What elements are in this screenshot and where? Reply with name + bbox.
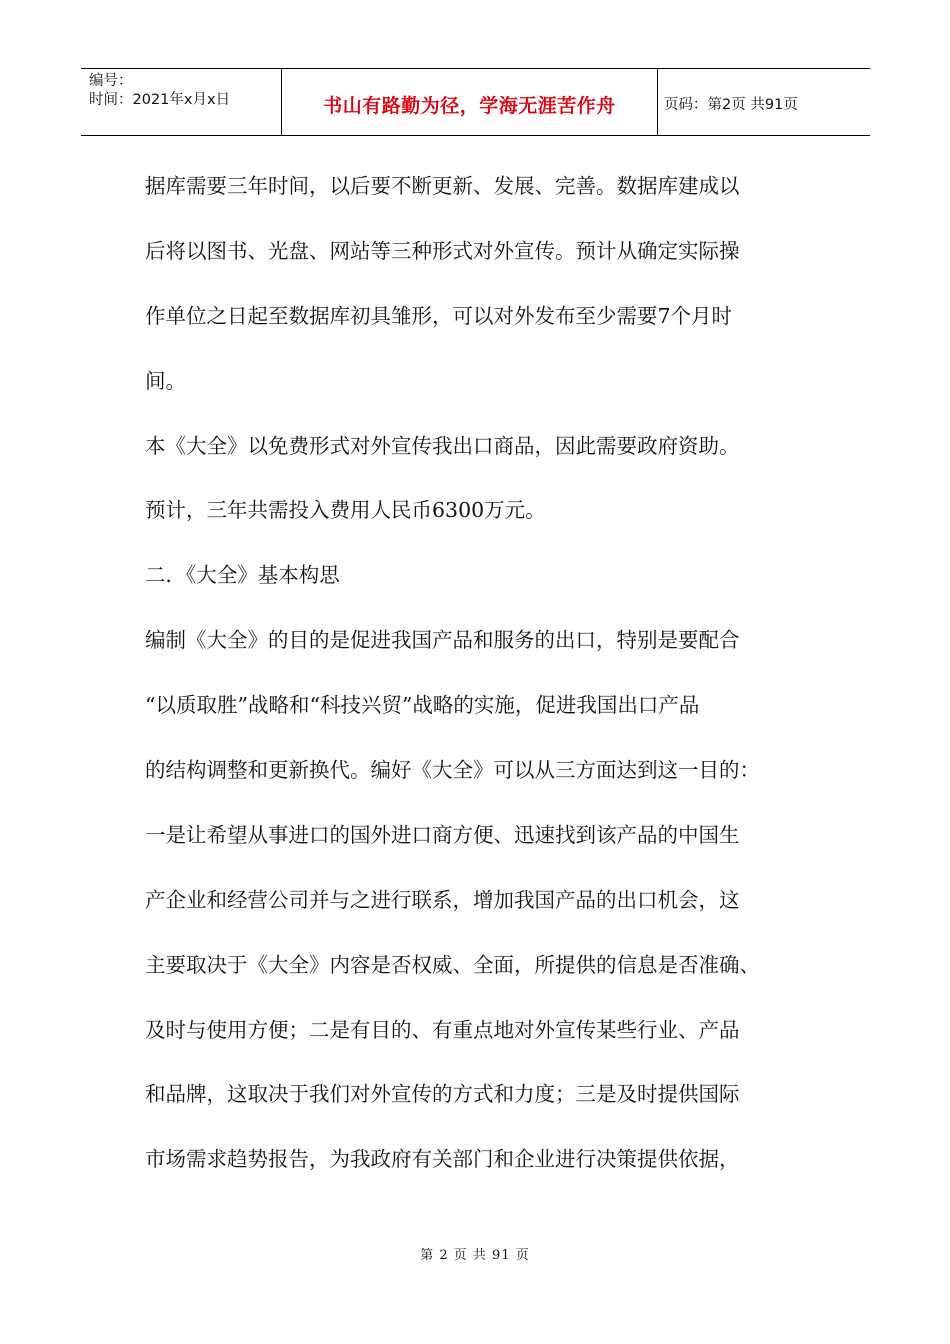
body-line: 产企业和经营公司并与之进行联系，增加我国产品的出口机会，这: [145, 887, 740, 912]
body-line: “以质取胜”战略和“科技兴贸”战略的实施，促进我国出口产品: [145, 693, 700, 718]
body-line: 预计，三年共需投入费用人民币6300万元。: [145, 498, 546, 523]
section-heading: 二．《大全》基本构思: [145, 563, 340, 588]
body-line: 一是让希望从事进口的国外进口商方便、迅速找到该产品的中国生: [145, 822, 740, 847]
body-line: 后将以图书、光盘、网站等三种形式对外宣传。预计从确定实际操: [145, 238, 740, 263]
body-line: 主要取决于《大全》内容是否权威、全面，所提供的信息是否准确、: [145, 952, 760, 977]
document-time-label: 时间：2021年x月x日: [89, 92, 231, 108]
body-line: 的结构调整和更新换代。编好《大全》可以从三方面达到这一目的：: [145, 758, 760, 783]
header-meta-cell: [81, 69, 282, 135]
body-line: 及时与使用方便；二是有目的、有重点地对外宣传某些行业、产品: [145, 1017, 740, 1042]
body-line: 间。: [145, 368, 186, 393]
header-motto-cell: [282, 69, 658, 135]
body-line: 和品牌，这取决于我们对外宣传的方式和力度；三是及时提供国际: [145, 1082, 740, 1107]
page-footer: 第 2 页 共 91 页: [420, 1248, 530, 1263]
body-line: 作单位之日起至数据库初具雏形，可以对外发布至少需要7个月时: [145, 303, 733, 328]
header-page-number: 页码：第2页 共91页: [664, 96, 798, 113]
document-body: [145, 158, 815, 1196]
document-number-label: 编号：: [89, 73, 133, 89]
body-line: 据库需要三年时间，以后要不断更新、发展、完善。数据库建成以: [145, 174, 740, 198]
body-line: 编制《大全》的目的是促进我国产品和服务的出口，特别是要配合: [145, 628, 740, 653]
header-page-cell: [658, 69, 870, 135]
body-line: 本《大全》以免费形式对外宣传我出口商品，因此需要政府资助。: [145, 433, 740, 458]
header-motto: 书山有路勤为径，学海无涯苦作舟: [323, 94, 616, 117]
page-header: [81, 68, 870, 136]
body-line: 市场需求趋势报告，为我政府有关部门和企业进行决策提供依据，: [145, 1147, 740, 1172]
